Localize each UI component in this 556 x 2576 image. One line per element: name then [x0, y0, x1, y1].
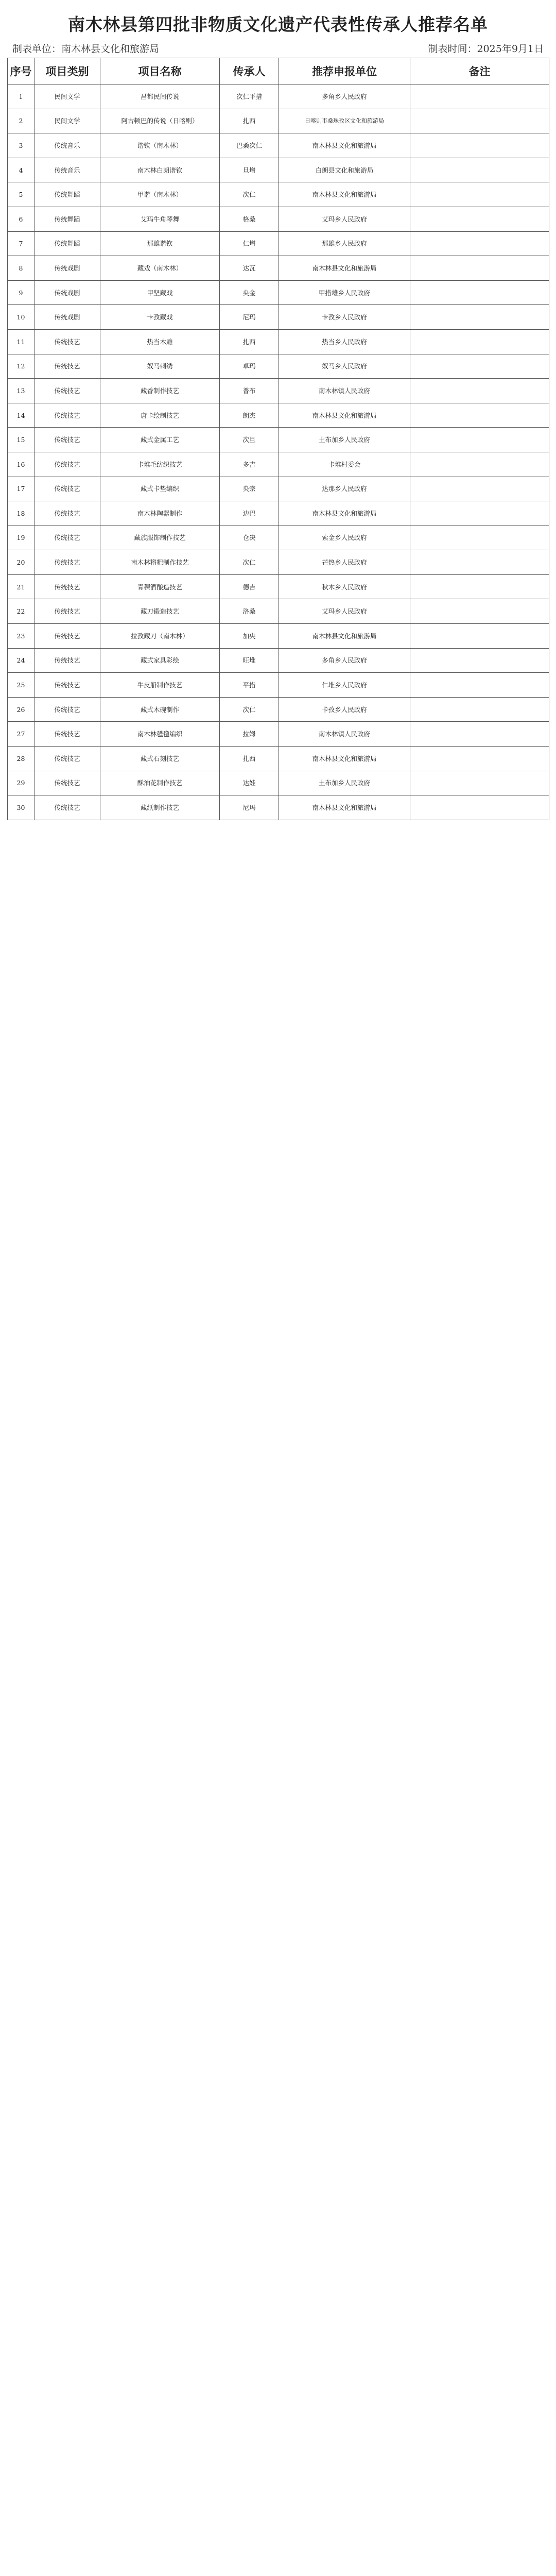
table-cell: 阿古顿巴的传说（日喀则） — [100, 109, 220, 133]
table-row — [8, 648, 549, 673]
table-cell: 23 — [8, 624, 34, 649]
table-cell: 7 — [8, 231, 34, 256]
table-cell: 牛皮船制作技艺 — [100, 673, 220, 698]
table-cell: 巴桑次仁 — [220, 133, 279, 158]
table-cell: 加央 — [220, 624, 279, 649]
table-cell: 传统技艺 — [34, 648, 100, 673]
table-cell: 芒热乡人民政府 — [279, 550, 410, 575]
table-cell: 南木林白朗谐钦 — [100, 158, 220, 182]
table-cell: 奴马刺绣 — [100, 354, 220, 379]
table-cell — [410, 722, 549, 747]
table-cell: 洛桑 — [220, 599, 279, 624]
table-cell: 5 — [8, 182, 34, 207]
table-cell: 多吉 — [220, 452, 279, 477]
table-cell: 次仁平措 — [220, 84, 279, 109]
nominee-table — [7, 58, 549, 820]
table-cell: 格桑 — [220, 207, 279, 231]
table-row — [8, 697, 549, 722]
table-cell: 传统技艺 — [34, 722, 100, 747]
table-cell: 传统技艺 — [34, 379, 100, 403]
table-cell: 12 — [8, 354, 34, 379]
table-cell: 29 — [8, 771, 34, 795]
table-cell — [410, 182, 549, 207]
table-cell: 藏式家具彩绘 — [100, 648, 220, 673]
table-cell: 达那乡人民政府 — [279, 477, 410, 501]
table-row — [8, 477, 549, 501]
table-cell: 传统技艺 — [34, 771, 100, 795]
table-cell: 奴马乡人民政府 — [279, 354, 410, 379]
table-cell: 传统技艺 — [34, 403, 100, 428]
col-header: 推荐申报单位 — [279, 58, 410, 84]
table-cell: 南木林镇人民政府 — [279, 379, 410, 403]
table-cell: 甲坚藏戏 — [100, 280, 220, 305]
table-cell: 传统技艺 — [34, 526, 100, 550]
table-row — [8, 158, 549, 182]
table-cell — [410, 452, 549, 477]
table-cell: 藏纸制作技艺 — [100, 795, 220, 820]
table-cell: 平措 — [220, 673, 279, 698]
table-cell: 青稞酒酿造技艺 — [100, 574, 220, 599]
table-cell — [410, 280, 549, 305]
table-header — [8, 58, 549, 84]
col-header: 备注 — [410, 58, 549, 84]
table-cell: 白朗县文化和旅游局 — [279, 158, 410, 182]
table-cell — [410, 771, 549, 795]
table-cell: 26 — [8, 697, 34, 722]
table-cell — [410, 109, 549, 133]
table-cell: 传统技艺 — [34, 574, 100, 599]
table-cell — [410, 550, 549, 575]
table-cell: 仁堆乡人民政府 — [279, 673, 410, 698]
table-cell: 藏式木碗制作 — [100, 697, 220, 722]
table-cell — [410, 158, 549, 182]
table-cell: 卡孜乡人民政府 — [279, 305, 410, 330]
table-cell: 艾玛乡人民政府 — [279, 207, 410, 231]
table-cell: 日喀则市桑珠孜区文化和旅游局 — [279, 109, 410, 133]
table-cell: 传统戏剧 — [34, 280, 100, 305]
table-cell: 传统技艺 — [34, 501, 100, 526]
table-cell: 南木林县文化和旅游局 — [279, 501, 410, 526]
table-cell — [410, 795, 549, 820]
table-row — [8, 747, 549, 771]
table-cell: 土布加乡人民政府 — [279, 428, 410, 452]
table-cell: 次仁 — [220, 697, 279, 722]
table-cell: 4 — [8, 158, 34, 182]
table-cell: 卡堆毛纺织技艺 — [100, 452, 220, 477]
table-cell: 热当木雕 — [100, 329, 220, 354]
table-cell: 藏香制作技艺 — [100, 379, 220, 403]
table-cell: 民间文学 — [34, 109, 100, 133]
table-row — [8, 280, 549, 305]
table-cell: 藏族服饰制作技艺 — [100, 526, 220, 550]
table-cell: 19 — [8, 526, 34, 550]
table-row — [8, 501, 549, 526]
table-cell: 旦增 — [220, 158, 279, 182]
table-cell: 旺堆 — [220, 648, 279, 673]
table-row — [8, 231, 549, 256]
table-cell: 尼玛 — [220, 305, 279, 330]
table-row — [8, 329, 549, 354]
table-cell: 传统音乐 — [34, 133, 100, 158]
table-cell: 南木林镇人民政府 — [279, 722, 410, 747]
table-cell — [410, 697, 549, 722]
table-row — [8, 305, 549, 330]
table-cell: 藏刀锻造技艺 — [100, 599, 220, 624]
table-cell: 3 — [8, 133, 34, 158]
table-cell: 1 — [8, 84, 34, 109]
table-cell: 次仁 — [220, 182, 279, 207]
table-cell: 25 — [8, 673, 34, 698]
table-cell: 14 — [8, 403, 34, 428]
table-row — [8, 256, 549, 281]
table-cell: 传统技艺 — [34, 354, 100, 379]
table-cell — [410, 648, 549, 673]
table-cell: 多角乡人民政府 — [279, 84, 410, 109]
table-cell — [410, 477, 549, 501]
table-cell: 南木林县文化和旅游局 — [279, 795, 410, 820]
table-cell: 传统技艺 — [34, 550, 100, 575]
table-cell: 央宗 — [220, 477, 279, 501]
table-cell: 28 — [8, 747, 34, 771]
table-cell: 21 — [8, 574, 34, 599]
table-cell: 甲谐（南木林） — [100, 182, 220, 207]
table-row — [8, 84, 549, 109]
col-header: 项目类别 — [34, 58, 100, 84]
table-cell: 传统技艺 — [34, 428, 100, 452]
table-cell — [410, 599, 549, 624]
table-cell: 索金乡人民政府 — [279, 526, 410, 550]
table-cell: 27 — [8, 722, 34, 747]
table-cell: 甲措雄乡人民政府 — [279, 280, 410, 305]
table-cell: 艾玛牛角琴舞 — [100, 207, 220, 231]
table-cell: 次旦 — [220, 428, 279, 452]
col-header: 项目名称 — [100, 58, 220, 84]
table-cell — [410, 574, 549, 599]
issuer: 制表单位：南木林县文化和旅游局 — [12, 43, 160, 55]
table-cell: 20 — [8, 550, 34, 575]
table-cell: 9 — [8, 280, 34, 305]
col-header: 传承人 — [220, 58, 279, 84]
table-cell: 传统技艺 — [34, 697, 100, 722]
table-cell: 南木林糌粑制作技艺 — [100, 550, 220, 575]
table-row — [8, 428, 549, 452]
table-cell: 南木林县文化和旅游局 — [279, 403, 410, 428]
table-cell: 传统戏剧 — [34, 305, 100, 330]
table-cell: 传统技艺 — [34, 477, 100, 501]
table-cell: 德吉 — [220, 574, 279, 599]
table-body — [8, 84, 549, 820]
table-cell: 多角乡人民政府 — [279, 648, 410, 673]
table-cell: 仓决 — [220, 526, 279, 550]
table-cell — [410, 428, 549, 452]
table-cell: 边巴 — [220, 501, 279, 526]
table-cell: 那雄谐钦 — [100, 231, 220, 256]
table-cell: 扎西 — [220, 109, 279, 133]
table-row — [8, 624, 549, 649]
table-cell — [410, 207, 549, 231]
table-cell: 酥油花制作技艺 — [100, 771, 220, 795]
table-cell: 土布加乡人民政府 — [279, 771, 410, 795]
table-cell: 藏式金属工艺 — [100, 428, 220, 452]
table-row — [8, 133, 549, 158]
table-cell — [410, 403, 549, 428]
table-cell: 秋木乡人民政府 — [279, 574, 410, 599]
table-cell: 卡孜乡人民政府 — [279, 697, 410, 722]
table-cell: 传统技艺 — [34, 599, 100, 624]
table-cell — [410, 305, 549, 330]
table-cell — [410, 133, 549, 158]
table-cell — [410, 673, 549, 698]
table-row — [8, 452, 549, 477]
table-row — [8, 599, 549, 624]
table-cell: 8 — [8, 256, 34, 281]
table-cell: 22 — [8, 599, 34, 624]
table-cell: 南木林县文化和旅游局 — [279, 182, 410, 207]
table-cell: 24 — [8, 648, 34, 673]
page-title: 南木林县第四批非物质文化遗产代表性传承人推荐名单 — [68, 14, 488, 35]
table-cell — [410, 501, 549, 526]
table-cell — [410, 84, 549, 109]
table-cell: 南木林氆氇编织 — [100, 722, 220, 747]
table-row — [8, 354, 549, 379]
table-cell: 民间文学 — [34, 84, 100, 109]
table-cell: 传统技艺 — [34, 329, 100, 354]
table-cell: 30 — [8, 795, 34, 820]
table-cell: 卡孜藏戏 — [100, 305, 220, 330]
table-cell: 热当乡人民政府 — [279, 329, 410, 354]
col-header: 序号 — [8, 58, 34, 84]
table-row — [8, 182, 549, 207]
table-cell — [410, 526, 549, 550]
table-cell — [410, 256, 549, 281]
table-row — [8, 722, 549, 747]
table-cell: 仁增 — [220, 231, 279, 256]
table-cell: 藏式卡垫编织 — [100, 477, 220, 501]
table-cell: 16 — [8, 452, 34, 477]
table-cell: 南木林县文化和旅游局 — [279, 747, 410, 771]
table-cell: 传统舞蹈 — [34, 231, 100, 256]
table-cell: 南木林县文化和旅游局 — [279, 624, 410, 649]
table-row — [8, 379, 549, 403]
table-cell: 传统技艺 — [34, 795, 100, 820]
table-cell: 10 — [8, 305, 34, 330]
table-cell: 藏式石刻技艺 — [100, 747, 220, 771]
table-cell: 那雄乡人民政府 — [279, 231, 410, 256]
table-cell — [410, 379, 549, 403]
table-row — [8, 403, 549, 428]
table-cell: 传统舞蹈 — [34, 207, 100, 231]
table-cell: 艾玛乡人民政府 — [279, 599, 410, 624]
table-cell — [410, 624, 549, 649]
table-cell: 朗杰 — [220, 403, 279, 428]
table-cell: 15 — [8, 428, 34, 452]
table-cell: 传统戏剧 — [34, 256, 100, 281]
table-cell — [410, 354, 549, 379]
table-cell: 南木林县文化和旅游局 — [279, 256, 410, 281]
table-cell: 11 — [8, 329, 34, 354]
issue-date: 制表时间：2025年9月1日 — [428, 43, 544, 55]
table-row — [8, 795, 549, 820]
table-cell: 拉姆 — [220, 722, 279, 747]
table-cell: 传统技艺 — [34, 452, 100, 477]
table-cell: 南木林陶器制作 — [100, 501, 220, 526]
table-cell: 拉孜藏刀（南木林） — [100, 624, 220, 649]
table-row — [8, 109, 549, 133]
table-cell: 17 — [8, 477, 34, 501]
table-cell: 扎西 — [220, 747, 279, 771]
table-cell: 6 — [8, 207, 34, 231]
table-cell: 传统技艺 — [34, 673, 100, 698]
table-cell: 央金 — [220, 280, 279, 305]
table-cell — [410, 231, 549, 256]
table-cell: 2 — [8, 109, 34, 133]
table-cell: 扎西 — [220, 329, 279, 354]
table-row — [8, 673, 549, 698]
table-row — [8, 207, 549, 231]
table-cell: 谐钦（南木林） — [100, 133, 220, 158]
table-cell: 传统技艺 — [34, 747, 100, 771]
table-cell — [410, 329, 549, 354]
table-row — [8, 526, 549, 550]
table-cell: 尼玛 — [220, 795, 279, 820]
table-cell: 卓玛 — [220, 354, 279, 379]
table-cell: 次仁 — [220, 550, 279, 575]
table-cell: 南木林县文化和旅游局 — [279, 133, 410, 158]
table-row — [8, 574, 549, 599]
table-cell: 达瓦 — [220, 256, 279, 281]
table-cell: 昌都民间传说 — [100, 84, 220, 109]
table-cell: 13 — [8, 379, 34, 403]
table-cell: 藏戏（南木林） — [100, 256, 220, 281]
table-cell: 传统舞蹈 — [34, 182, 100, 207]
table-cell: 普布 — [220, 379, 279, 403]
table-cell: 18 — [8, 501, 34, 526]
table-row — [8, 771, 549, 795]
table-cell: 达娃 — [220, 771, 279, 795]
table-cell: 传统技艺 — [34, 624, 100, 649]
table-cell: 唐卡绘制技艺 — [100, 403, 220, 428]
table-cell: 卡堆村委会 — [279, 452, 410, 477]
table-row — [8, 550, 549, 575]
table-cell — [410, 747, 549, 771]
table-cell: 传统音乐 — [34, 158, 100, 182]
